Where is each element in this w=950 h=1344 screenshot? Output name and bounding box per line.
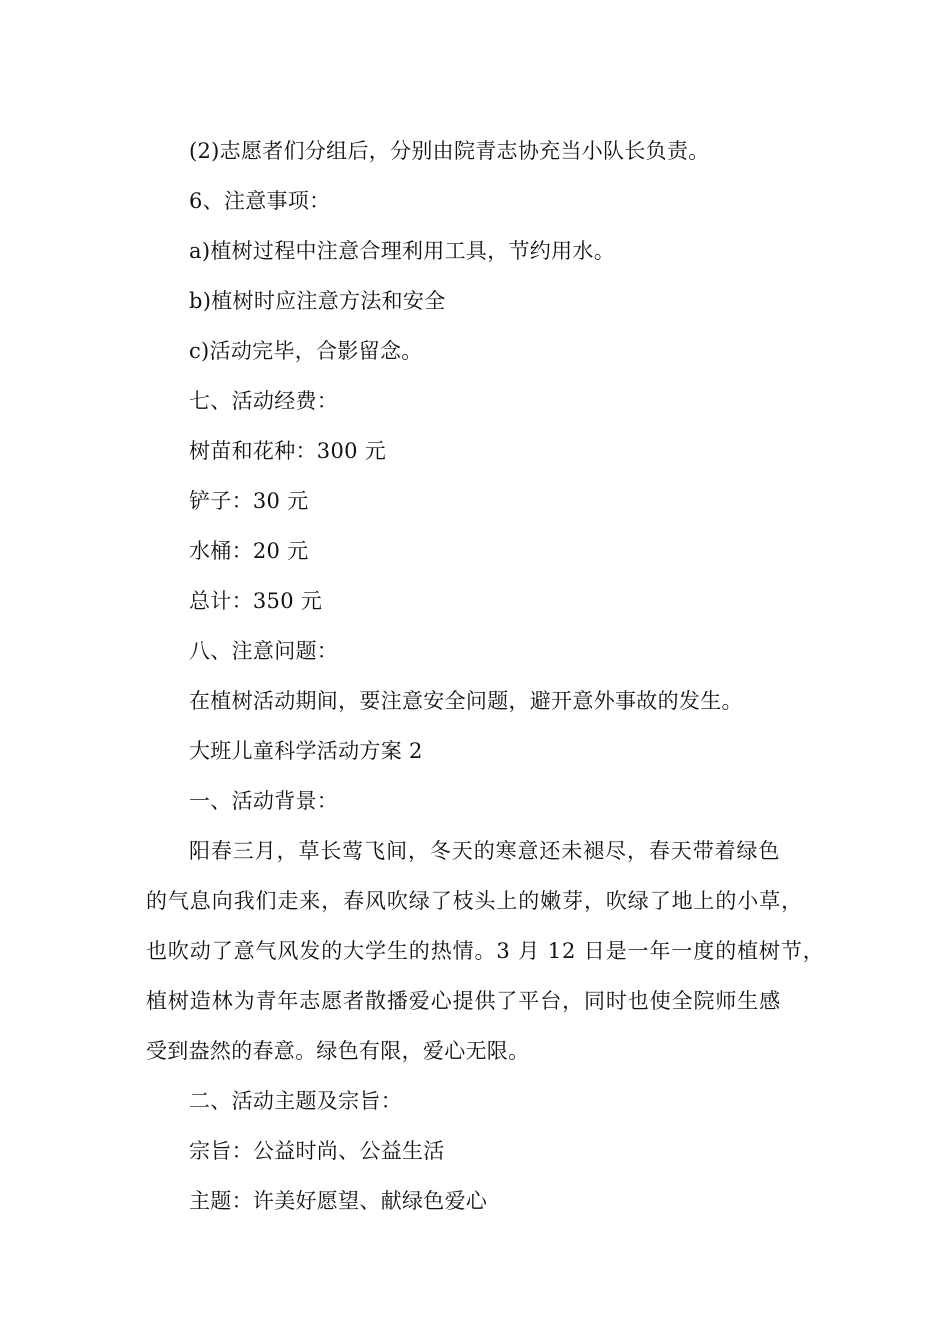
section-heading: 八、注意问题： [189, 639, 339, 663]
section-heading: 6、注意事项： [189, 189, 331, 213]
section-heading: 一、活动背景： [189, 789, 339, 813]
section-heading: 二、活动主题及宗旨： [189, 1089, 402, 1113]
paragraph-line: 的气息向我们走来，春风吹绿了枝头上的嫩芽，吹绿了地上的小草， [146, 889, 803, 913]
paragraph-line: b)植树时应注意方法和安全 [189, 289, 446, 313]
paragraph-line: 阳春三月，草长莺飞间，冬天的寒意还未褪尽，春天带着绿色 [189, 839, 781, 863]
section-heading: 七、活动经费： [189, 389, 339, 413]
paragraph-line: 也吹动了意气风发的大学生的热情。3 月 12 日是一年一度的植树节， [146, 939, 825, 963]
paragraph-line: 宗旨：公益时尚、公益生活 [189, 1139, 445, 1163]
paragraph-line: 在植树活动期间，要注意安全问题，避开意外事故的发生。 [189, 689, 743, 713]
document-title: 大班儿童科学活动方案 2 [189, 739, 423, 763]
budget-item: 铲子：30 元 [189, 489, 309, 513]
paragraph-line: 主题：许美好愿望、献绿色爱心 [189, 1189, 488, 1213]
budget-total: 总计：350 元 [189, 589, 323, 613]
paragraph-line: 受到盎然的春意。绿色有限，爱心无限。 [146, 1039, 530, 1063]
paragraph-line: 植树造林为青年志愿者散播爱心提供了平台，同时也使全院师生感 [146, 989, 782, 1013]
paragraph-line: c)活动完毕，合影留念。 [189, 339, 423, 363]
paragraph-line: (2)志愿者们分组后，分别由院青志协充当小队长负责。 [189, 139, 710, 163]
budget-item: 树苗和花种：300 元 [189, 439, 387, 463]
budget-item: 水桶：20 元 [189, 539, 309, 563]
paragraph-line: a)植树过程中注意合理利用工具，节约用水。 [189, 239, 616, 263]
